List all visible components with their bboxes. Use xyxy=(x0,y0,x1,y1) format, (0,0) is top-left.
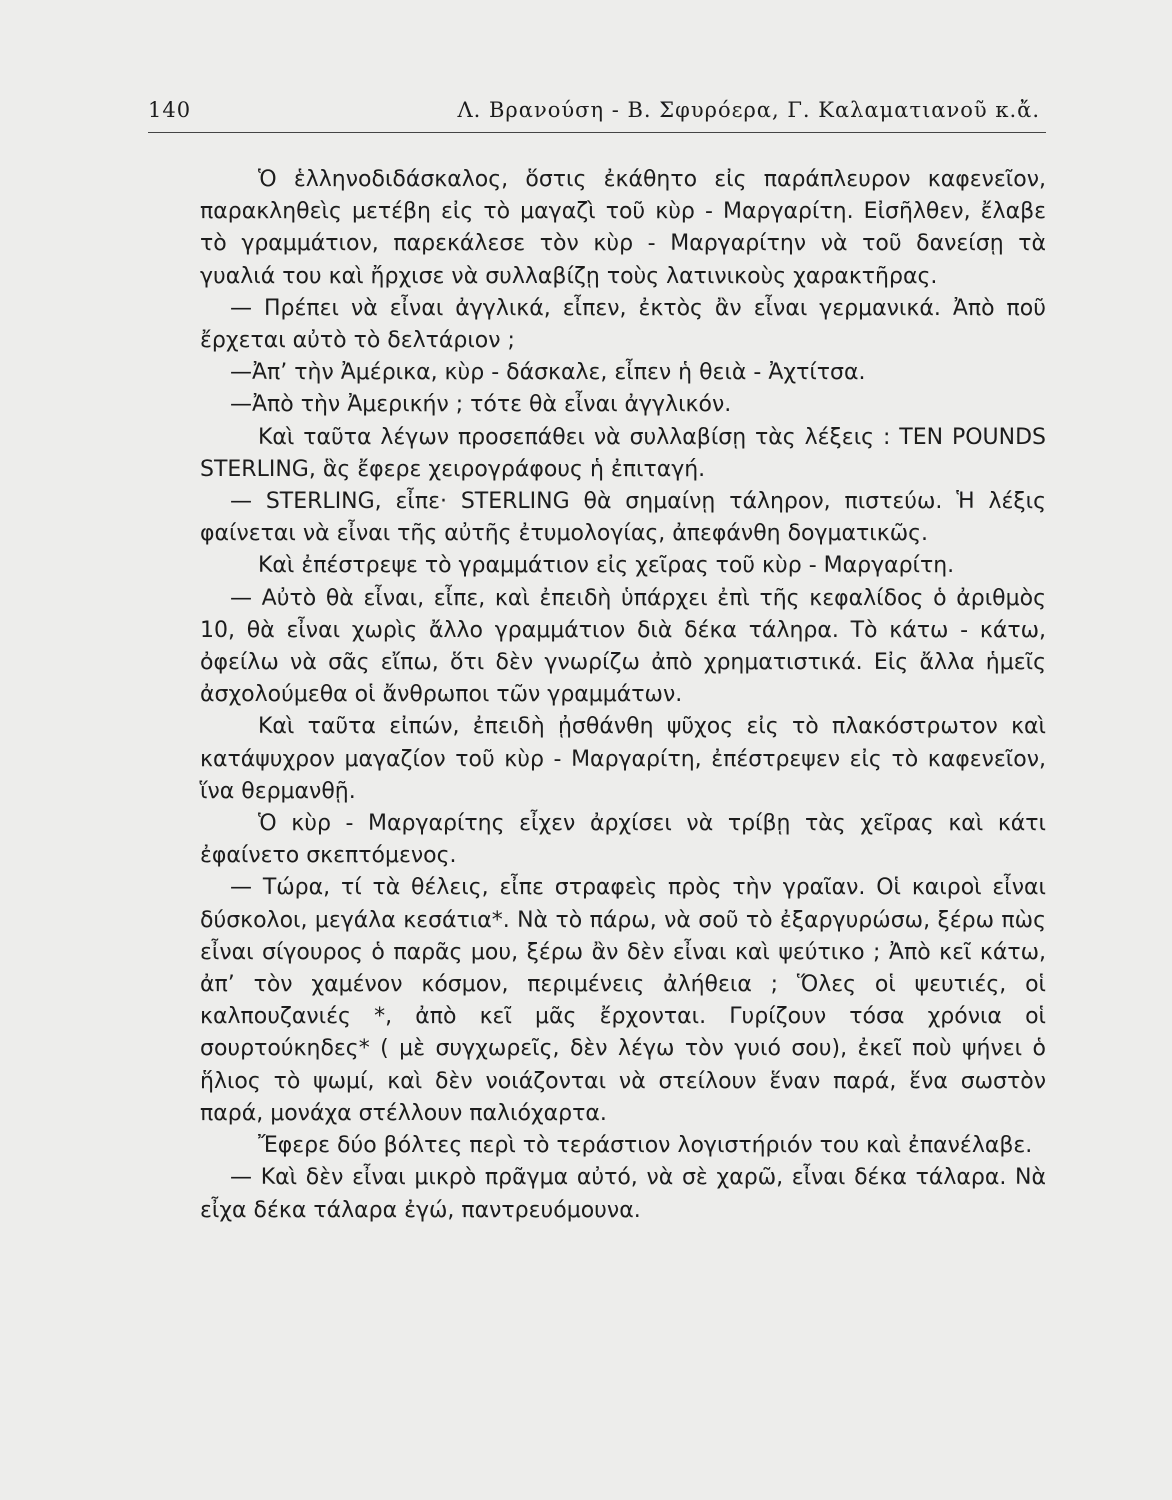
paragraph: Ὁ κὺρ - Μαργαρίτης εἶχεν ἀρχίσει νὰ τρίβῃ τὰς χεῖρας καὶ κάτι ἐφαίνετο σκεπτόμενος. xyxy=(200,811,1046,869)
paragraph: —Ἀπὸ τὴν Ἀμερικήν ; τότε θὰ εἶναι ἀγγλικόν. xyxy=(230,392,732,418)
page-number: 140 xyxy=(148,98,192,122)
paragraph: Ἔφερε δύο βόλτες περὶ τὸ τεράστιον λογιστήριόν του καὶ ἐπανέλαβε. xyxy=(258,1133,1033,1159)
paragraph: Ὁ ἑλληνοδιδάσκαλος, ὅστις ἐκάθητο εἰς παράπλευρον καφενεῖον, παρακληθεὶς μετέβη εἰς τὸ μαγαζὶ τοῦ κὺρ - Μαργαρίτη. Εἰσῆλθεν, ἔλαβε τὸ γραμμάτιον, παρεκάλεσε τὸν κὺρ - Μαργαρίτην νὰ τοῦ δανείσῃ τὰ γυαλιά του καὶ ἤρχισε νὰ συλλαβίζῃ τοὺς λατινικοὺς χαρακτῆρας. xyxy=(200,167,1046,289)
paragraph: Καὶ ταῦτα λέγων προσεπάθει νὰ συλλαβίσῃ τὰς λέξεις : TEN POUNDS STERLING, ἃς ἔφερε χειρογράφους ἡ ἐπιταγή. xyxy=(200,424,1046,482)
paragraph: — Καὶ δὲν εἶναι μικρὸ πρᾶγμα αὐτό, νὰ σὲ χαρῶ, εἶναι δέκα τάλαρα. Νὰ εἶχα δέκα τάλαρα ἐγώ, παντρευόμουνα. xyxy=(200,1165,1046,1223)
paragraph: — STERLING, εἶπε· STERLING θὰ σημαίνῃ τάληρον, πιστεύω. Ἡ λέξις φαίνεται νὰ εἶναι τῆς αὐτῆς ἐτυμολογίας, ἀπεφάνθη δογματικῶς. xyxy=(200,489,1046,547)
running-head: Λ. Βρανούση - Β. Σφυρόερα, Γ. Καλαματιανοῦ κ.ἄ. xyxy=(457,98,1040,122)
paragraph: Καὶ ταῦτα εἰπών, ἐπειδὴ ᾐσθάνθη ψῦχος εἰς τὸ πλακόστρωτον καὶ κατάψυχρον μαγαζίον τοῦ κὺρ - Μαργαρίτη, ἐπέστρεψεν εἰς τὸ καφενεῖον, ἵνα θερμανθῇ. xyxy=(200,714,1046,804)
paragraph: — Πρέπει νὰ εἶναι ἀγγλικά, εἶπεν, ἐκτὸς ἂν εἶναι γερμανικά. Ἀπὸ ποῦ ἔρχεται αὐτὸ τὸ δελτάριον ; xyxy=(200,295,1046,354)
paragraph: —Ἀπ’ τὴν Ἀμέρικα, κὺρ - δάσκαλε, εἶπεν ἡ θειὰ - Ἀχτίτσα. xyxy=(230,360,866,386)
page-header xyxy=(148,92,1046,133)
paragraph: Καὶ ἐπέστρεψε τὸ γραμμάτιον εἰς χεῖρας τοῦ κὺρ - Μαργαρίτη. xyxy=(258,553,955,579)
paragraph: — Τώρα, τί τὰ θέλεις, εἶπε στραφεὶς πρὸς τὴν γραῖαν. Οἱ καιροὶ εἶναι δύσκολοι, μεγάλα κεσάτια*. Νὰ τὸ πάρω, νὰ σοῦ τὸ ἐξαργυρώσω, ξέρω πὼς εἶναι σίγουρος ὁ παρᾶς μου, ξέρω ἂν δὲν εἶναι καὶ ψεύτικο ; Ἀπὸ κεῖ κάτω, ἀπ’ τὸν χαμένον κόσμον, περιμένεις ἀλήθεια ; Ὅλες οἱ ψευτιές, οἱ καλπουζανιές *, ἀπὸ κεῖ μᾶς ἔρχονται. Γυρίζουν τόσα χρόνια οἱ σουρτούκηδες* ( μὲ συγχωρεῖς, δὲν λέγω τὸν γυιό σου), ἐκεῖ ποὺ ψήνει ὁ ἥλιος τὸ ψωμί, καὶ δὲν νοιάζονται νὰ στείλουν ἕναν παρά, ἕνα σωστὸν παρά, μονάχα στέλλουν παλιόχαρτα. xyxy=(200,875,1046,1126)
body-text xyxy=(200,164,1046,1227)
paragraph: — Αὐτὸ θὰ εἶναι, εἶπε, καὶ ἐπειδὴ ὑπάρχει ἐπὶ τῆς κεφαλίδος ὁ ἀριθμὸς 10, θὰ εἶναι χωρὶς ἄλλο γραμμάτιον διὰ δέκα τάληρα. Τὸ κάτω - κάτω, ὀφείλω νὰ σᾶς εἴπω, ὅτι δὲν γνωρίζω ἀπὸ χρηματιστικά. Εἰς ἄλλα ἡμεῖς ἀσχολούμεθα οἱ ἄνθρωποι τῶν γραμμάτων. xyxy=(200,585,1046,708)
